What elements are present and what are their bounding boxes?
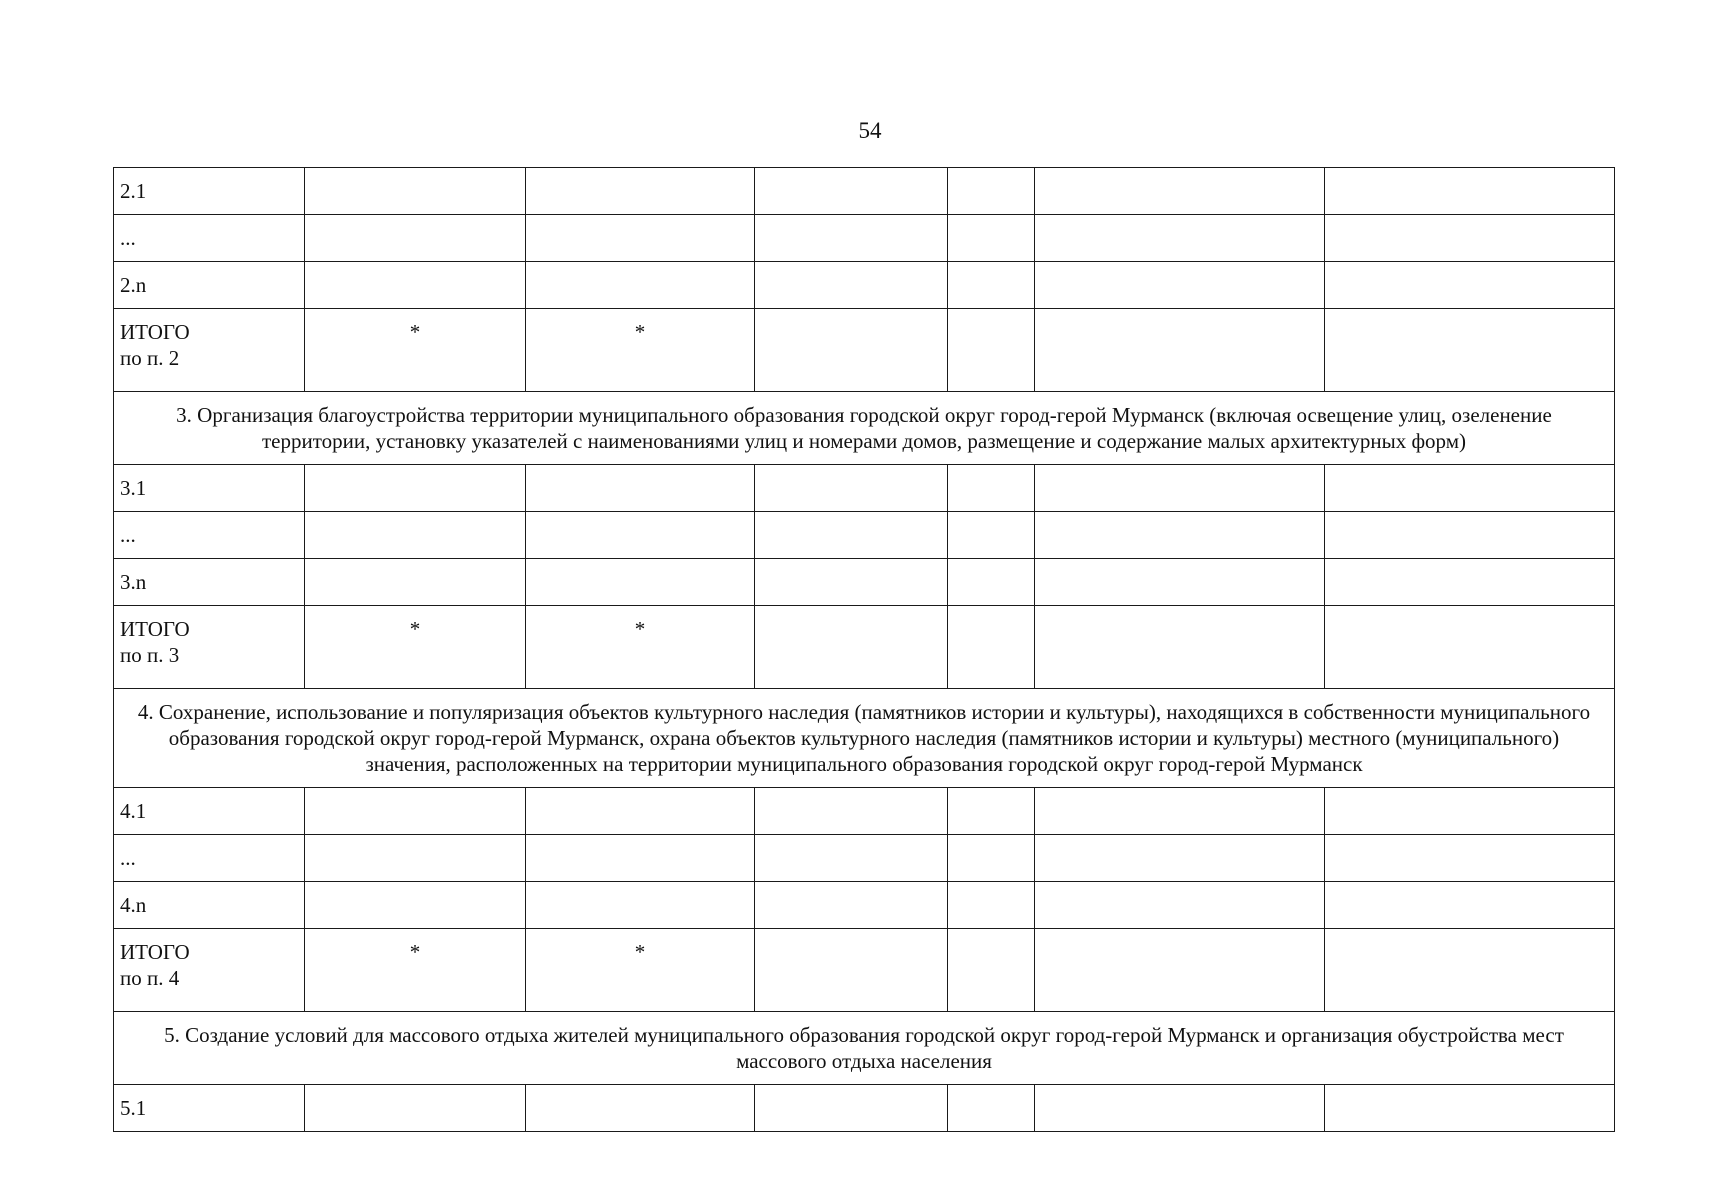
table-row <box>114 1085 1615 1132</box>
row-number: ... <box>114 835 305 882</box>
row-number: 4.1 <box>114 788 305 835</box>
section-title: 3. Организация благоустройства территории муниципального образования городской округ город-герой Мурманск (включая освещение улиц, озеленение территории, установку указателей с наименованиями улиц и номерами домов, размещение и содержание малых архитектурных форм) <box>114 392 1615 465</box>
row-number: 2.n <box>114 262 305 309</box>
section-title: 4. Сохранение, использование и популяризация объектов культурного наследия (памятников истории и культуры), находящихся в собственности муниципального образования городской округ город-герой Мурманск, охрана объектов культурного наследия (памятников истории и культуры) местного (муниципального) значения, расположенных на территории муниципального образования городской округ город-герой Мурманск <box>114 689 1615 788</box>
table-row <box>114 835 1615 882</box>
table-row <box>114 512 1615 559</box>
total-star: * <box>305 929 526 1012</box>
table-row <box>114 882 1615 929</box>
section-header-row <box>114 1012 1615 1085</box>
section-header-row <box>114 689 1615 788</box>
section-header-row <box>114 392 1615 465</box>
total-label: ИТОГО по п. 4 <box>114 929 305 1012</box>
section-title: 5. Создание условий для массового отдыха жителей муниципального образования городской округ город-герой Мурманск и организация обустройства мест массового отдыха населения <box>114 1012 1615 1085</box>
total-star: * <box>526 929 755 1012</box>
total-star: * <box>526 309 755 392</box>
budget-table <box>113 167 1615 1132</box>
table-row <box>114 465 1615 512</box>
total-star: * <box>305 309 526 392</box>
table-row <box>114 215 1615 262</box>
table-row <box>114 559 1615 606</box>
row-number: 4.n <box>114 882 305 929</box>
page-number: 54 <box>858 118 882 143</box>
total-star: * <box>305 606 526 689</box>
table-row <box>114 788 1615 835</box>
total-row <box>114 606 1615 689</box>
total-label: ИТОГО по п. 2 <box>114 309 305 392</box>
row-number: 3.n <box>114 559 305 606</box>
row-number: 3.1 <box>114 465 305 512</box>
total-star: * <box>526 606 755 689</box>
row-number: ... <box>114 512 305 559</box>
total-row <box>114 309 1615 392</box>
table-row <box>114 262 1615 309</box>
total-row <box>114 929 1615 1012</box>
total-label: ИТОГО по п. 3 <box>114 606 305 689</box>
table-row <box>114 168 1615 215</box>
row-number: 5.1 <box>114 1085 305 1132</box>
row-number: 2.1 <box>114 168 305 215</box>
row-number: ... <box>114 215 305 262</box>
